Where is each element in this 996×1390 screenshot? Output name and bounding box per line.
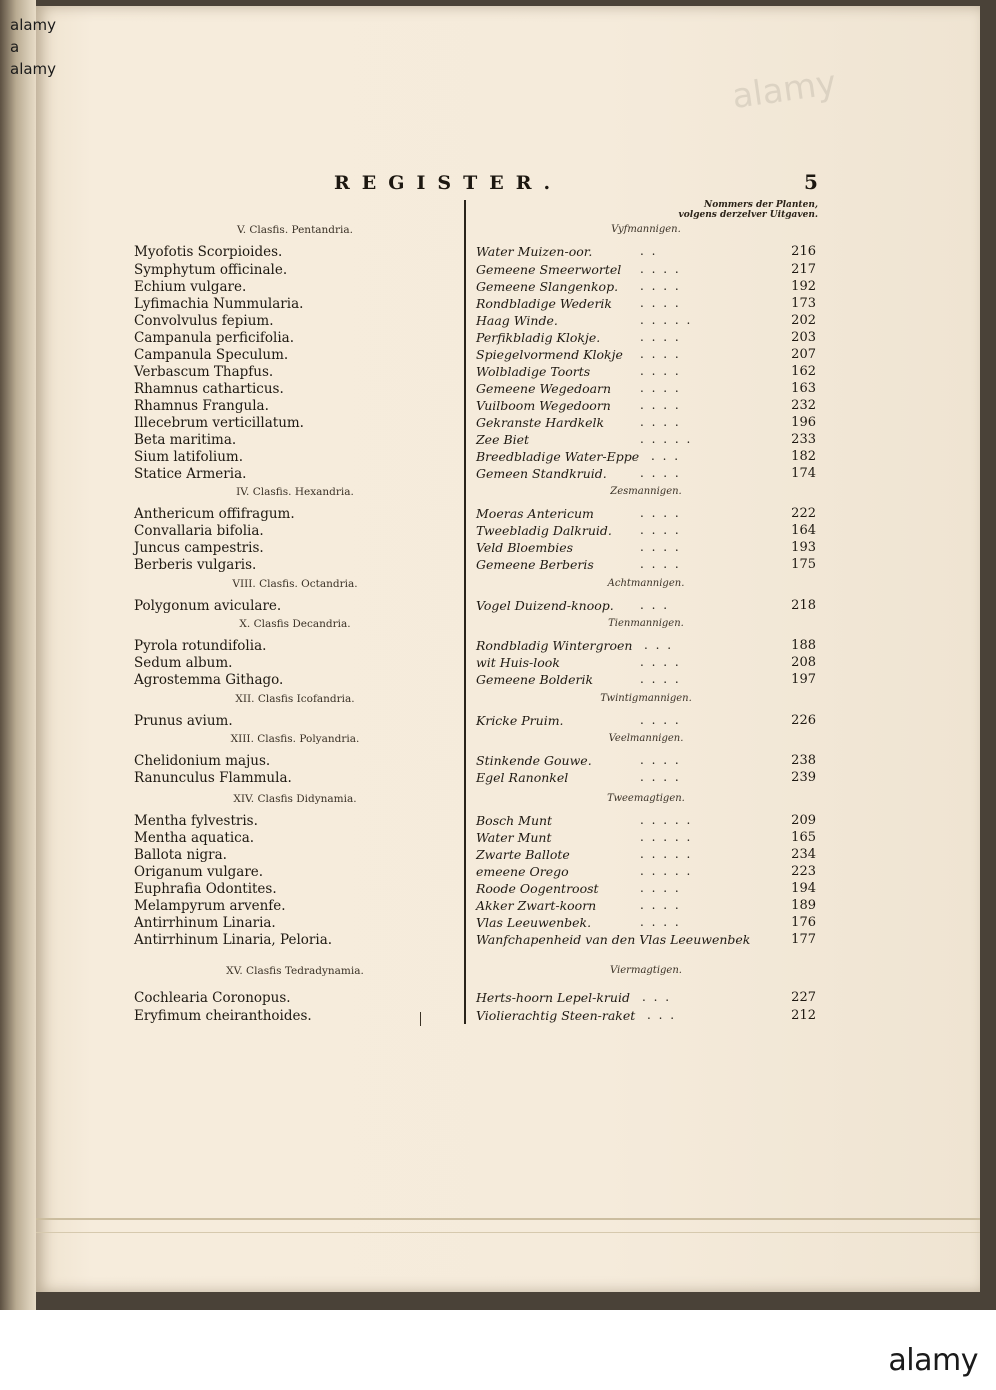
dutch-plant-name: Bosch Munt	[476, 813, 553, 828]
dutch-plant-name: Spiegelvormend Klokje	[476, 347, 623, 362]
leader-dots: . . . .	[640, 398, 681, 412]
dutch-plant-name: Gekranste Hardkelk	[476, 415, 605, 430]
leader-dots: . . . .	[640, 415, 681, 429]
column-header-line: volgens derzelver Uitgaven.	[678, 210, 818, 220]
class-heading-dutch: Zesmannigen.	[610, 486, 682, 497]
latin-plant-name: Campanula Speculum.	[134, 347, 289, 363]
latin-plant-name: Mentha fylvestris.	[134, 813, 258, 829]
plant-number: 202	[791, 313, 816, 328]
leader-dots: . . . .	[640, 713, 681, 727]
dutch-plant-name: Water Muizen-oor.	[476, 244, 593, 259]
class-heading-latin: VIII. Clasfis. Octandria.	[232, 578, 358, 590]
plant-number: 216	[791, 244, 816, 259]
plant-number: 189	[791, 898, 816, 913]
plant-number: 238	[791, 753, 816, 768]
plant-number: 203	[791, 330, 816, 345]
latin-plant-name: Anthericum offifragum.	[134, 506, 295, 522]
class-heading-latin: V. Clasfis. Pentandria.	[236, 224, 354, 236]
plant-number: 176	[791, 915, 816, 930]
leader-dots: . . . .	[640, 753, 681, 767]
class-heading-dutch: Achtmannigen.	[607, 578, 685, 589]
dutch-plant-name: wit Huis-look	[476, 655, 560, 670]
latin-plant-name: Convolvulus fepium.	[134, 313, 274, 329]
dutch-plant-name: Tweebladig Dalkruid.	[476, 523, 612, 538]
dutch-plant-name: Perfikbladig Klokje.	[476, 330, 601, 345]
latin-plant-name: Rhamnus Frangula.	[134, 398, 269, 414]
plant-number: 188	[791, 638, 816, 653]
plant-number: 165	[791, 830, 816, 845]
leader-dots: . . .	[651, 449, 681, 463]
dutch-plant-name: Gemeene Berberis	[476, 557, 594, 572]
watermark-side-text: a	[10, 38, 20, 56]
watermark-logo: alamy	[888, 1343, 978, 1378]
leader-dots: . . . . .	[640, 313, 693, 327]
dutch-plant-name: Breedbladige Water-Eppe	[476, 449, 640, 464]
dutch-plant-name: Gemeene Slangenkop.	[476, 279, 619, 294]
leader-dots: . . . .	[640, 364, 681, 378]
dutch-plant-name: Veld Bloembies	[476, 540, 574, 555]
watermark-bar	[0, 1310, 996, 1390]
plant-number: 194	[791, 881, 816, 896]
class-heading-dutch: Viermagtigen.	[610, 965, 682, 976]
watermark-side-text: alamy	[10, 16, 57, 34]
column-header-note	[640, 200, 818, 220]
plant-number: 227	[791, 990, 816, 1005]
plant-number: 193	[791, 540, 816, 555]
column-header-line: Nommers der Planten,	[704, 200, 818, 210]
plant-number: 234	[791, 847, 816, 862]
latin-plant-name: Beta maritima.	[134, 432, 237, 448]
plant-number: 182	[791, 449, 816, 464]
dutch-plant-name: Wanfchapenheid van den Vlas Leeuwenbek	[476, 932, 751, 947]
plant-number: 223	[791, 864, 816, 879]
leader-dots: . . .	[644, 638, 674, 652]
latin-plant-name: Statice Armeria.	[134, 466, 247, 482]
dutch-plant-name: Akker Zwart-koorn	[476, 898, 597, 913]
dutch-plant-name: Kricke Pruim.	[476, 713, 564, 728]
watermark-side	[10, 14, 56, 80]
leader-dots: . . . .	[640, 506, 681, 520]
dutch-plant-name: Gemeene Smeerwortel	[476, 262, 622, 277]
latin-plant-name: Ballota nigra.	[134, 847, 227, 863]
plant-number: 197	[791, 672, 816, 687]
page-edge-line	[36, 1218, 980, 1220]
plant-number: 177	[791, 932, 816, 947]
leader-dots: . . . .	[640, 672, 681, 686]
class-heading-latin: XV. Clasfis Tedradynamia.	[226, 965, 364, 977]
plant-number: 192	[791, 279, 816, 294]
leader-dots: . . . .	[640, 557, 681, 571]
latin-plant-name: Pyrola rotundifolia.	[134, 638, 267, 654]
class-heading-dutch: Twintigmannigen.	[600, 693, 692, 704]
latin-plant-name: Juncus campestris.	[134, 540, 264, 556]
class-heading-latin: XII. Clasfis Icofandria.	[235, 693, 355, 705]
latin-plant-name: Sium latifolium.	[134, 449, 244, 465]
watermark-stamp: alamy	[729, 62, 839, 118]
latin-plant-name: Echium vulgare.	[134, 279, 247, 295]
leader-dots: . . .	[640, 598, 670, 612]
latin-plant-name: Lyfimachia Nummularia.	[134, 296, 304, 312]
dutch-plant-name: Haag Winde.	[476, 313, 558, 328]
dutch-plant-name: Herts-hoorn Lepel-kruid	[476, 990, 630, 1005]
latin-plant-name: Origanum vulgare.	[134, 864, 264, 880]
class-heading-dutch: Tweemagtigen.	[607, 793, 685, 804]
dutch-plant-name: Violierachtig Steen-raket	[476, 1008, 636, 1023]
latin-plant-name: Convallaria bifolia.	[134, 523, 264, 539]
class-heading-dutch: Tienmannigen.	[608, 618, 684, 629]
register-title: REGISTER.	[334, 172, 563, 194]
leader-dots: . . . . .	[640, 847, 693, 861]
class-heading-latin: IV. Clasfis. Hexandria.	[236, 486, 354, 498]
dutch-plant-name: Zee Biet	[476, 432, 530, 447]
class-heading-latin: X. Clasfis Decandria.	[239, 618, 351, 630]
dutch-plant-name: Egel Ranonkel	[476, 770, 569, 785]
class-heading-latin: XIV. Clasfis Didynamia.	[233, 793, 357, 805]
leader-dots: . . . .	[640, 915, 681, 929]
leader-dots: . . . .	[640, 881, 681, 895]
leader-dots: . . . .	[640, 655, 681, 669]
book-spine	[0, 0, 36, 1310]
leader-dots: . . . .	[640, 770, 681, 784]
leader-dots: . . . . .	[640, 864, 693, 878]
latin-plant-name: Melampyrum arvenfe.	[134, 898, 286, 914]
latin-plant-name: Ranunculus Flammula.	[134, 770, 292, 786]
plant-number: 218	[791, 598, 816, 613]
watermark-side-text: alamy	[10, 60, 57, 78]
dutch-plant-name: Water Munt	[476, 830, 552, 845]
leader-dots: . . .	[647, 1008, 677, 1022]
latin-plant-name: Symphytum officinale.	[134, 262, 288, 278]
latin-plant-name: Myofotis Scorpioides.	[134, 244, 283, 260]
latin-plant-name: Agrostemma Githago.	[134, 672, 284, 688]
column-divider	[464, 200, 466, 1024]
leader-dots: . . . .	[640, 523, 681, 537]
leader-dots: . .	[640, 244, 658, 258]
plant-number: 233	[791, 432, 816, 447]
class-heading-latin: XIII. Clasfis. Polyandria.	[230, 733, 360, 745]
page-number: 5	[804, 170, 818, 194]
dutch-plant-name: Wolbladige Toorts	[476, 364, 591, 379]
plant-number: 163	[791, 381, 816, 396]
plant-number: 207	[791, 347, 816, 362]
dutch-plant-name: Zwarte Ballote	[476, 847, 570, 862]
leader-dots: . . . . .	[640, 432, 693, 446]
dutch-plant-name: Moeras Antericum	[476, 506, 594, 521]
leader-dots: . . . .	[640, 466, 681, 480]
latin-plant-name: Chelidonium majus.	[134, 753, 271, 769]
plant-number: 162	[791, 364, 816, 379]
plant-number: 173	[791, 296, 816, 311]
dutch-plant-name: Gemeene Bolderik	[476, 672, 594, 687]
plant-number: 232	[791, 398, 816, 413]
dutch-plant-name: Rondbladig Wintergroen	[476, 638, 633, 653]
leader-dots: . . . . .	[640, 813, 693, 827]
dutch-plant-name: Gemeen Standkruid.	[476, 466, 607, 481]
leader-dots: . . . . .	[640, 830, 693, 844]
latin-plant-name: Illecebrum verticillatum.	[134, 415, 304, 431]
latin-plant-name: Euphrafia Odontites.	[134, 881, 277, 897]
latin-plant-name: Cochlearia Coronopus.	[134, 990, 291, 1006]
plant-number: 239	[791, 770, 816, 785]
dutch-plant-name: Vlas Leeuwenbek.	[476, 915, 592, 930]
dutch-plant-name: emeene Orego	[476, 864, 569, 879]
plant-number: 222	[791, 506, 816, 521]
plant-number: 212	[791, 1008, 816, 1023]
dutch-plant-name: Roode Oogentroost	[476, 881, 599, 896]
latin-plant-name: Eryfimum cheiranthoides.	[134, 1008, 312, 1024]
plant-number: 175	[791, 557, 816, 572]
leader-dots: . . . .	[640, 347, 681, 361]
latin-plant-name: Verbascum Thapfus.	[134, 364, 274, 380]
class-heading-dutch: Veelmannigen.	[608, 733, 684, 744]
latin-plant-name: Polygonum aviculare.	[134, 598, 282, 614]
leader-dots: . . . .	[640, 262, 681, 276]
leader-dots: . . .	[642, 990, 672, 1004]
latin-plant-name: Rhamnus catharticus.	[134, 381, 284, 397]
dutch-plant-name: Rondbladige Wederik	[476, 296, 612, 311]
latin-plant-name: Antirrhinum Linaria.	[134, 915, 276, 931]
leader-dots: . . . .	[640, 279, 681, 293]
dutch-plant-name: Vogel Duizend-knoop.	[476, 598, 614, 613]
leader-dots: . . . .	[640, 330, 681, 344]
plant-number: 164	[791, 523, 816, 538]
class-heading-dutch: Vyfmannigen.	[611, 224, 681, 235]
column-tick	[420, 1012, 421, 1026]
latin-plant-name: Antirrhinum Linaria, Peloria.	[134, 932, 333, 948]
page-edge-line	[36, 1232, 980, 1233]
leader-dots: . . . .	[640, 381, 681, 395]
leader-dots: . . . .	[640, 540, 681, 554]
dutch-plant-name: Vuilboom Wegedoorn	[476, 398, 611, 413]
dutch-plant-name: Gemeene Wegedoarn	[476, 381, 612, 396]
plant-number: 196	[791, 415, 816, 430]
dutch-plant-name: Stinkende Gouwe.	[476, 753, 592, 768]
latin-plant-name: Berberis vulgaris.	[134, 557, 257, 573]
latin-plant-name: Campanula perficifolia.	[134, 330, 294, 346]
plant-number: 217	[791, 262, 816, 277]
leader-dots: . . . .	[640, 898, 681, 912]
latin-plant-name: Prunus avium.	[134, 713, 233, 729]
plant-number: 174	[791, 466, 816, 481]
latin-plant-name: Mentha aquatica.	[134, 830, 255, 846]
plant-number: 209	[791, 813, 816, 828]
plant-number: 226	[791, 713, 816, 728]
latin-plant-name: Sedum album.	[134, 655, 233, 671]
plant-number: 208	[791, 655, 816, 670]
leader-dots: . . . .	[640, 296, 681, 310]
